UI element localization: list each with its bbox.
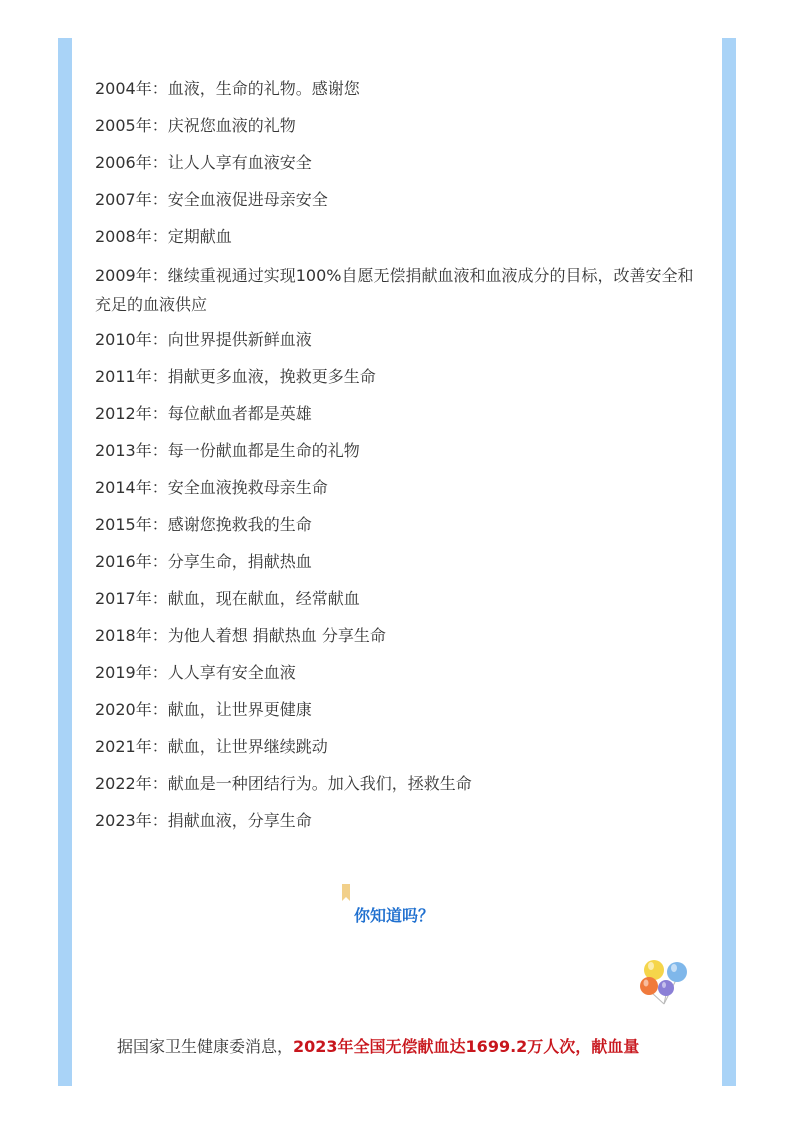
- slogan-item: 2009年：继续重视通过实现100%自愿无偿捐献血液和血液成分的目标，改善安全和充足的血液供应: [95, 266, 694, 314]
- slogan-item: 2023年：捐献血液，分享生命: [95, 811, 312, 830]
- slogan-item: 2012年：每位献血者都是英雄: [95, 404, 312, 423]
- slogan-item: 2022年：献血是一种团结行为。加入我们，拯救生命: [95, 774, 472, 793]
- slogan-list: [95, 76, 707, 845]
- left-border-bar: [58, 38, 72, 1086]
- slogan-item: 2015年：感谢您挽救我的生命: [95, 515, 312, 534]
- bookmark-icon: [342, 884, 350, 901]
- slogan-item: 2014年：安全血液挽救母亲生命: [95, 478, 328, 497]
- slogan-item: 2005年：庆祝您血液的礼物: [95, 116, 296, 135]
- news-prefix: 据国家卫生健康委消息，: [117, 1037, 294, 1056]
- balloons-icon: [634, 958, 694, 1006]
- slogan-item: 2021年：献血，让世界继续跳动: [95, 737, 328, 756]
- slogan-item: 2018年：为他人着想 捐献热血 分享生命: [95, 626, 386, 645]
- news-paragraph: [117, 1034, 639, 1057]
- slogan-item: 2008年：定期献血: [95, 227, 232, 246]
- section-title: 你知道吗？: [354, 906, 435, 925]
- slogan-item: 2011年：捐献更多血液，挽救更多生命: [95, 367, 376, 386]
- news-highlight: 2023年全国无偿献血达1699.2万人次，献血量: [293, 1037, 640, 1056]
- slogan-item: 2004年：血液，生命的礼物。感谢您: [95, 79, 360, 98]
- slogan-item: 2007年：安全血液促进母亲安全: [95, 190, 328, 209]
- slogan-item: 2013年：每一份献血都是生命的礼物: [95, 441, 360, 460]
- slogan-item: 2019年：人人享有安全血液: [95, 663, 296, 682]
- slogan-item: 2016年：分享生命，捐献热血: [95, 552, 312, 571]
- slogan-item: 2017年：献血，现在献血，经常献血: [95, 589, 360, 608]
- slogan-item: 2020年：献血，让世界更健康: [95, 700, 312, 719]
- right-border-bar: [722, 38, 736, 1086]
- slogan-item: 2010年：向世界提供新鲜血液: [95, 330, 312, 349]
- slogan-item: 2006年：让人人享有血液安全: [95, 153, 312, 172]
